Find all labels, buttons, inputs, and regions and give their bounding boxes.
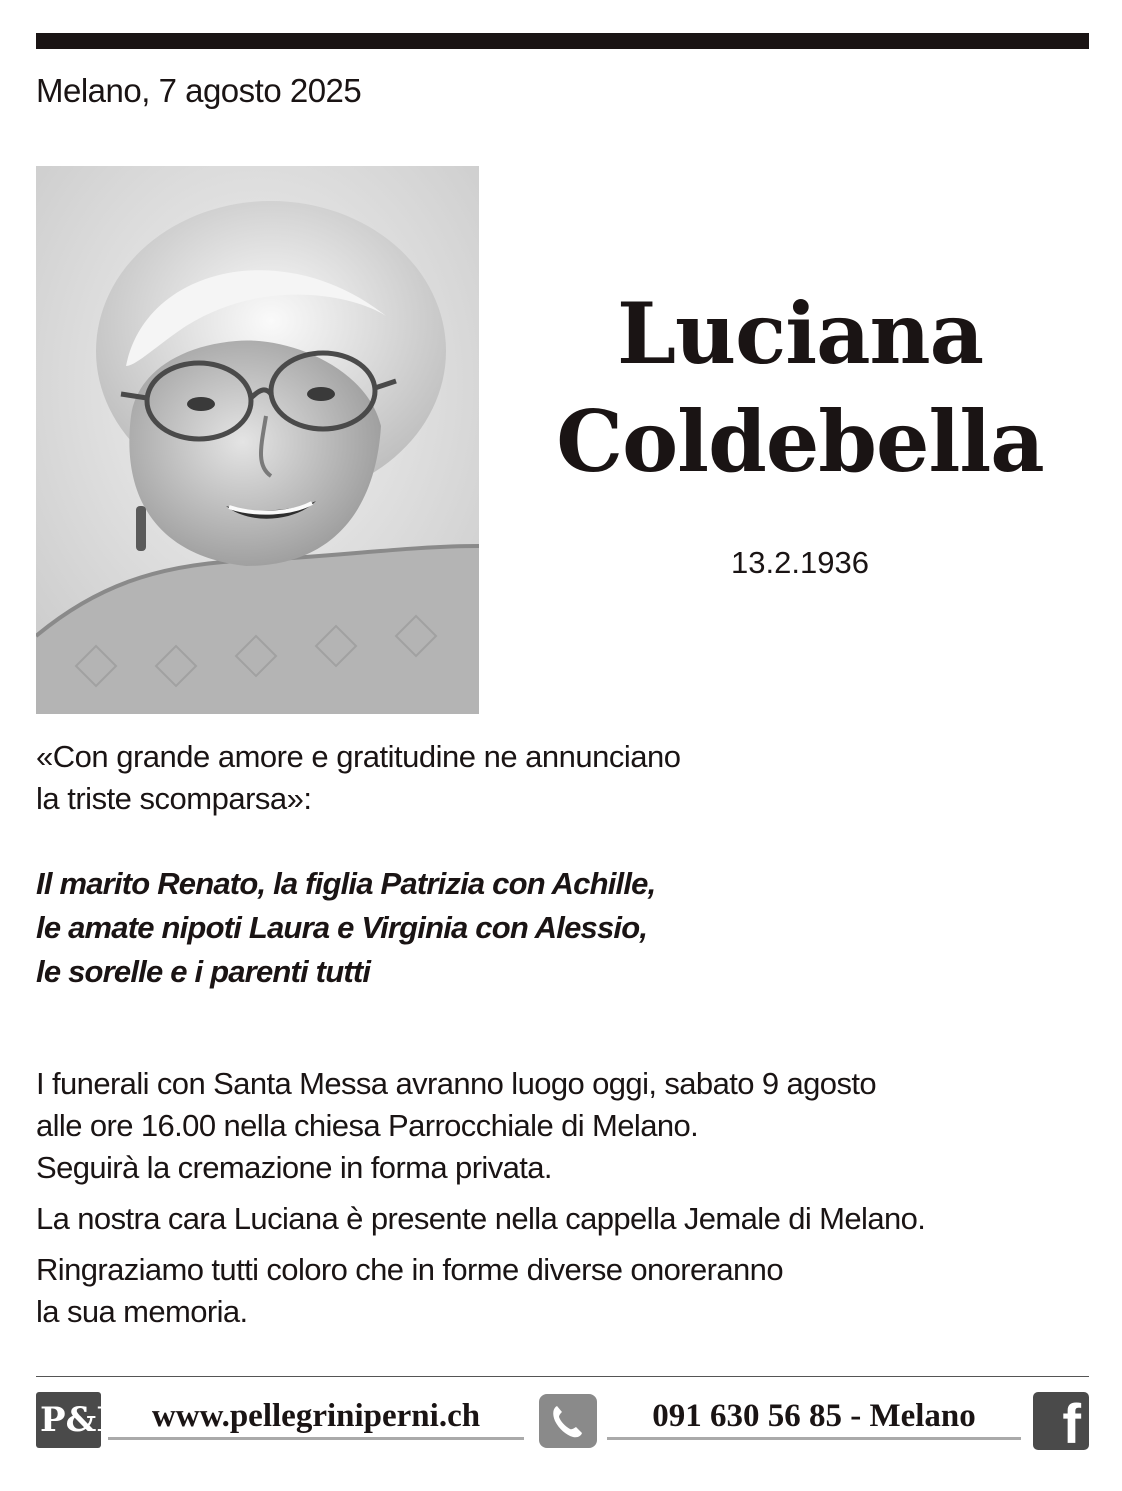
phone-icon (539, 1394, 597, 1448)
funeral-details (36, 1063, 925, 1342)
portrait-photo (36, 166, 479, 714)
company-logo (36, 1392, 122, 1448)
thanks-line: Ringraziamo tutti coloro che in forme diverse onoreranno (36, 1252, 783, 1287)
funeral-paragraph (36, 1063, 925, 1189)
logo-text: P&P (40, 1400, 122, 1440)
website-link[interactable]: www.pellegriniperni.ch (108, 1398, 524, 1440)
funeral-line: Seguirà la cremazione in forma privata. (36, 1150, 552, 1185)
footer (36, 1392, 1089, 1452)
family-line: le amate nipoti Laura e Virginia con Alessio, (36, 910, 648, 945)
first-name: Luciana (616, 284, 984, 383)
last-name: Coldebella (556, 392, 1044, 491)
birth-date: 13.2.1936 (731, 545, 869, 580)
funeral-line: I funerali con Santa Messa avranno luogo oggi, sabato 9 agosto (36, 1066, 877, 1101)
top-rule (36, 33, 1089, 49)
place-date: Melano, 7 agosto 2025 (36, 72, 362, 109)
family-list (36, 862, 655, 994)
announcement-text (36, 736, 680, 820)
announcement-line: la triste scomparsa»: (36, 781, 312, 816)
bottom-rule (36, 1376, 1089, 1377)
chapel-paragraph: La nostra cara Luciana è presente nella cappella Jemale di Melano. (36, 1201, 926, 1236)
family-line: Il marito Renato, la figlia Patrizia con Achille, (36, 866, 656, 901)
thanks-line: la sua memoria. (36, 1294, 248, 1329)
deceased-name (530, 280, 1070, 496)
thanks-paragraph (36, 1249, 925, 1333)
funeral-line: alle ore 16.00 nella chiesa Parrocchiale di Melano. (36, 1108, 699, 1143)
family-line: le sorelle e i parenti tutti (36, 954, 371, 989)
facebook-icon[interactable]: f (1033, 1392, 1089, 1450)
announcement-line: «Con grande amore e gratitudine ne annunciano (36, 739, 681, 774)
phone-number[interactable]: 091 630 56 85 - Melano (607, 1398, 1021, 1440)
